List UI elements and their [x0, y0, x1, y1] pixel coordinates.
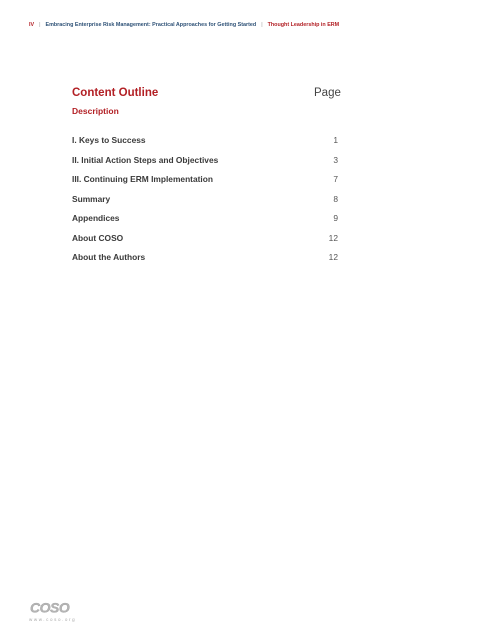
- header-document-title: Embracing Enterprise Risk Management: Practical Approaches for Getting Started: [45, 22, 257, 28]
- toc-entry-label: III. Continuing ERM Implementation: [72, 174, 213, 184]
- toc-entry[interactable]: [72, 174, 338, 194]
- running-header: [29, 21, 484, 29]
- page-column-heading: Page: [314, 87, 341, 99]
- header-page-number: IV: [29, 22, 35, 28]
- toc-entry[interactable]: [72, 155, 338, 175]
- toc-entry[interactable]: [72, 213, 338, 233]
- header-separator: |: [261, 22, 263, 28]
- toc-entry-label: II. Initial Action Steps and Objectives: [72, 154, 219, 165]
- description-column-heading: Description: [72, 106, 119, 116]
- toc-entry[interactable]: [72, 135, 338, 155]
- toc-entry-page: 12: [328, 252, 338, 262]
- toc-entry-page: 9: [333, 213, 338, 223]
- header-series-title: Thought Leadership in ERM: [267, 22, 340, 28]
- toc-entry-page: 1: [333, 135, 338, 145]
- toc-entry-label: About COSO: [72, 232, 124, 243]
- toc-entry-label: Summary: [72, 193, 111, 204]
- content-outline-title: Content Outline: [72, 87, 159, 99]
- table-of-contents: [72, 135, 338, 272]
- toc-entry-label: About the Authors: [72, 252, 146, 262]
- toc-entry[interactable]: [72, 194, 338, 214]
- toc-entry-page: 8: [333, 193, 338, 204]
- coso-logo-text: COSO: [30, 600, 70, 615]
- toc-entry-page: 12: [328, 232, 338, 243]
- toc-entry-page: 3: [333, 154, 338, 165]
- toc-entry-page: 7: [333, 174, 338, 184]
- header-separator: |: [39, 22, 41, 28]
- toc-entry-label: I. Keys to Success: [72, 135, 146, 145]
- toc-entry-label: Appendices: [72, 213, 120, 223]
- toc-entry[interactable]: [72, 252, 338, 272]
- coso-logo: [29, 600, 83, 615]
- footer-url: www.coso.org: [29, 617, 77, 622]
- coso-logo-mark: [29, 600, 83, 615]
- toc-entry[interactable]: [72, 233, 338, 253]
